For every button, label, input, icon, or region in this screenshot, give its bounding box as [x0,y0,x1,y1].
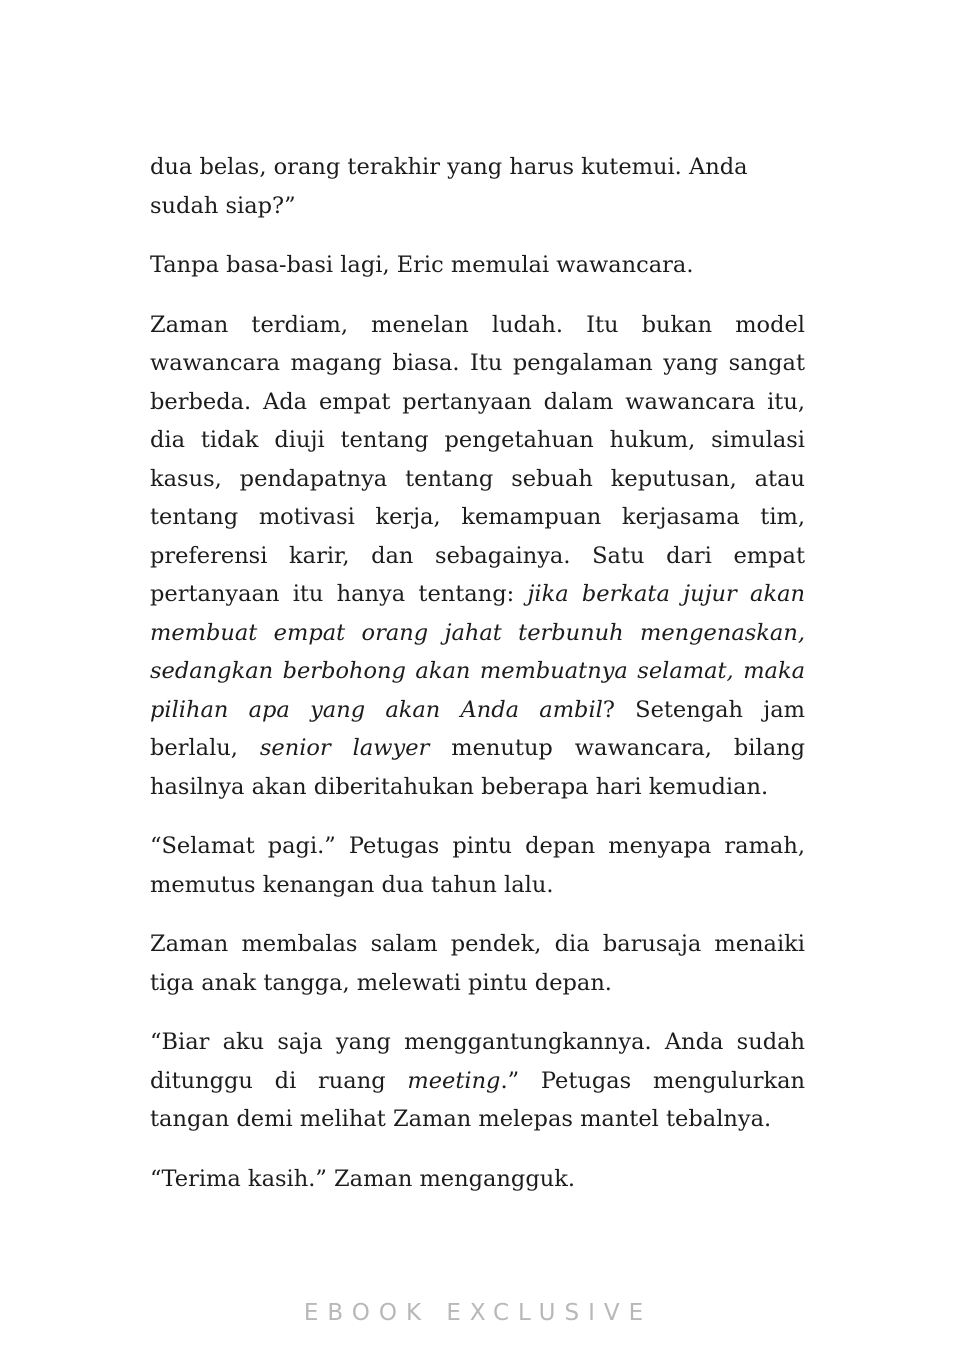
paragraph-6-text-a: “Biar aku saja yang menggantungkannya. Anda sudah ditunggu di ruang [150,1029,805,1094]
footer-watermark: EBOOK EXCLUSIVE [303,1300,653,1326]
paragraph-3 [150,306,805,807]
paragraph-7-text: “Terima kasih.” Zaman mengangguk. [150,1165,575,1192]
paragraph-5 [150,925,805,1002]
paragraph-5-text: Zaman membalas salam pendek, dia barusaja menaiki tiga anak tangga, melewati pintu depan. [150,931,805,996]
paragraph-3-italic-question: jika berkata jujur akan membuat empat orang jahat terbunuh mengenaskan, sedangkan berbohong akan membuatnya selamat, maka pilihan apa yang akan Anda ambil [150,581,805,723]
paragraph-7 [150,1160,805,1199]
paragraph-2-text: Tanpa basa-basi lagi, Eric memulai wawancara. [150,252,694,278]
paragraph-3-text-c: ? Setengah jam berlalu, [150,696,805,761]
paragraph-6 [150,1023,805,1139]
paragraph-4-text: “Selamat pagi.” Petugas pintu depan menyapa ramah, memutus kenangan dua tahun lalu. [150,833,805,898]
paragraph-4 [150,827,805,904]
paragraph-3-text-a: Zaman terdiam, menelan ludah. Itu bukan model wawancara magang biasa. Itu pengalaman yang sangat berbeda. Ada empat pertanyaan dalam wawancara itu, dia tidak diuji tentang pengetahuan hukum, simulasi kasus, pendapatnya tentang sebuah keputusan, atau tentang motivasi kerja, kemampuan kerjasama tim, preferensi karir, dan sebagainya. Satu dari empat pertanyaan itu hanya tentang: [150,311,805,607]
paragraph-1 [150,148,805,225]
paragraph-2 [150,246,805,285]
paragraph-1-text: dua belas, orang terakhir yang harus kutemui. Anda sudah siap?” [150,154,748,219]
page-body [150,148,805,1219]
paragraph-3-text-e: menutup wawancara, bilang hasilnya akan diberitahukan beberapa hari kemudian. [150,735,806,800]
paragraph-3-italic-senior-lawyer: senior lawyer [259,735,430,761]
paragraph-6-text-c: .” Petugas mengulurkan tangan demi melihat Zaman melepas mantel tebalnya. [150,1067,805,1132]
paragraph-6-italic-meeting: meeting [407,1067,501,1094]
